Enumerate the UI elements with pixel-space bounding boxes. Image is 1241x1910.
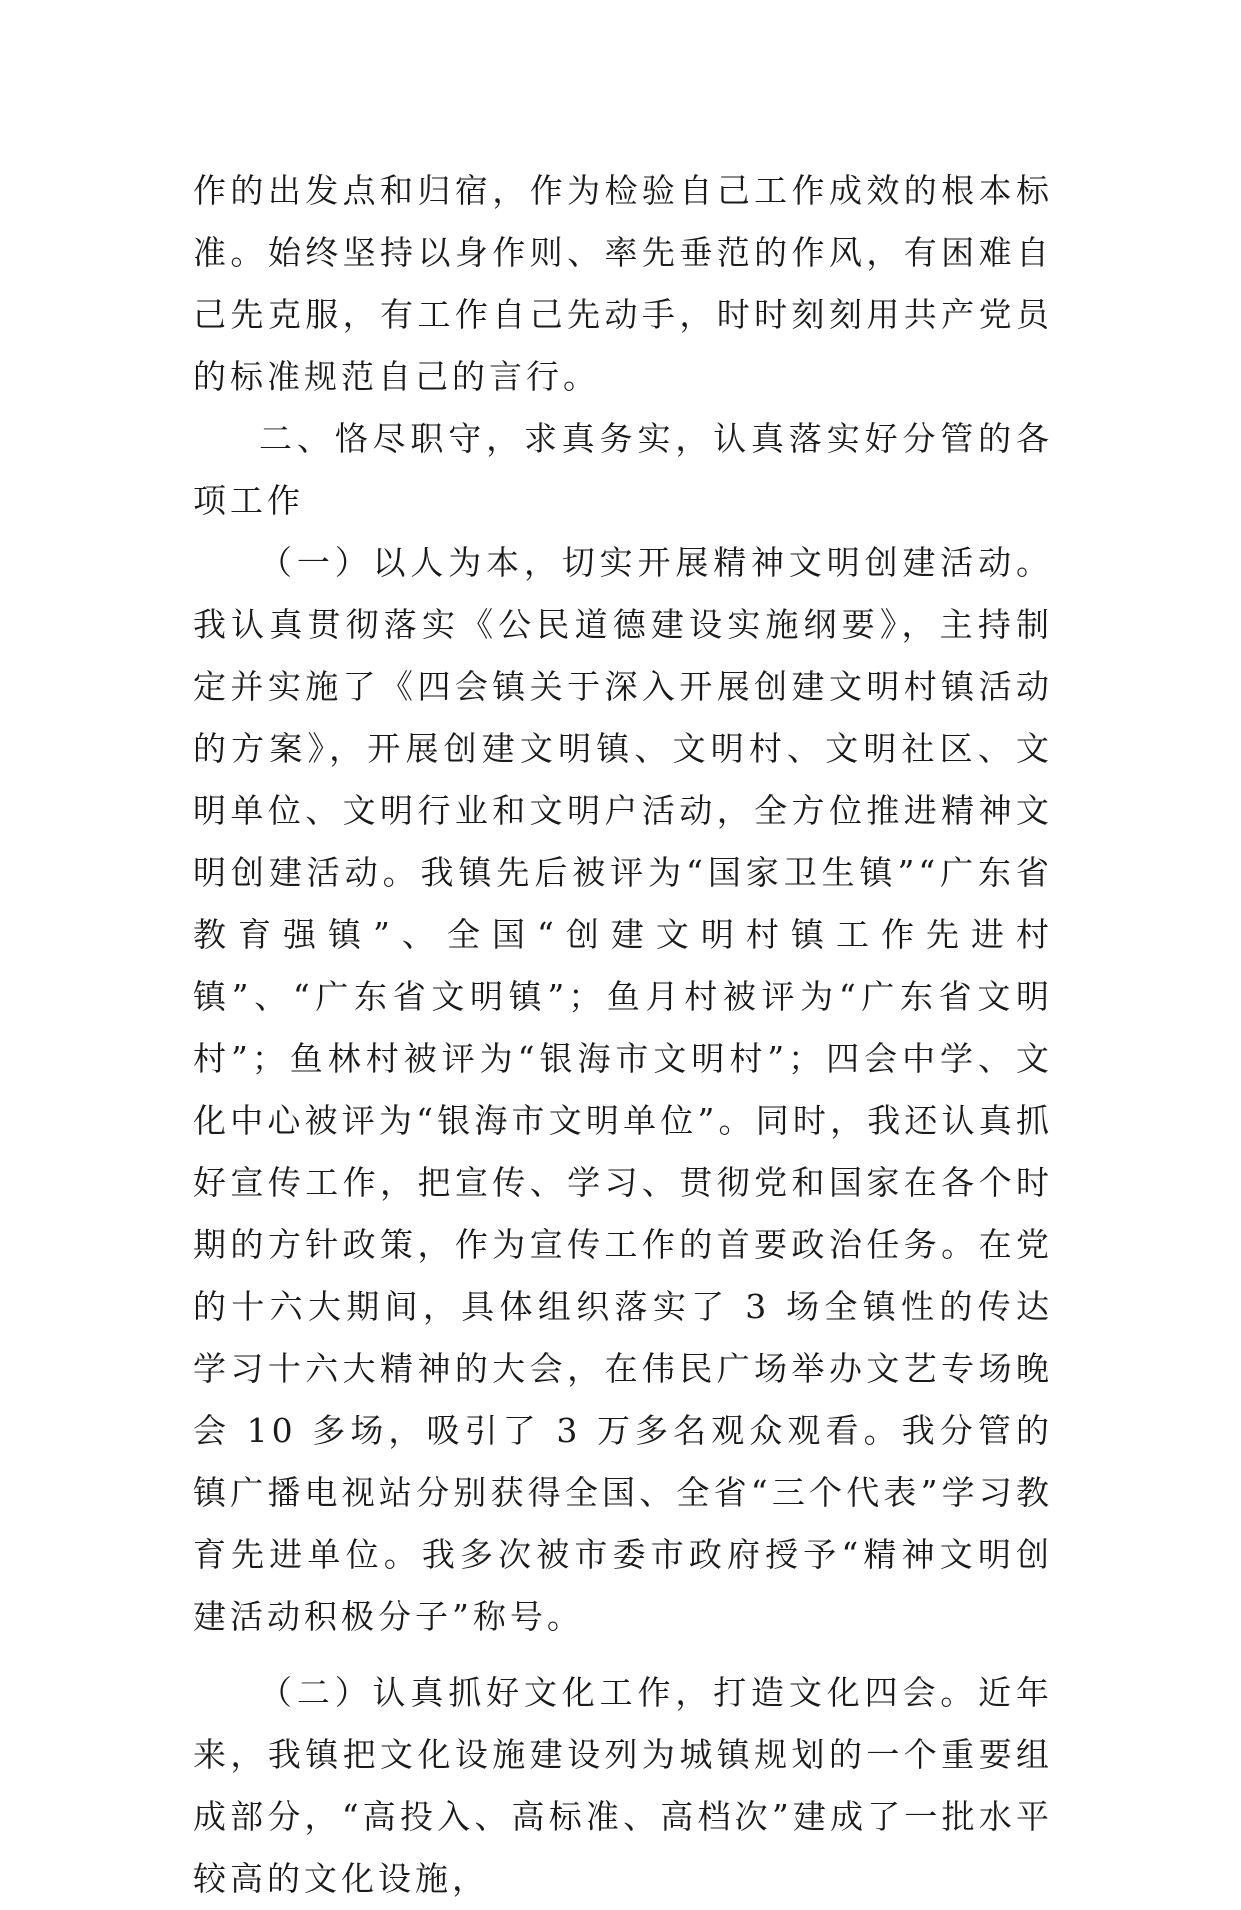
- paragraph-subsection-one: （一）以人为本，切实开展精神文明创建活动。我认真贯彻落实《公民道德建设实施纲要》，主持制定并实施了《四会镇关于深入开展创建文明村镇活动的方案》，开展创建文明镇、文明村、文明社区、文明单位、文明行业和文明户活动，全方位推进精神文明创建活动。我镇先后被评为“国家卫生镇”“广东省教育强镇”、全国“创建文明村镇工作先进村镇”、“广东省文明镇”；鱼月村被评为“广东省文明村”；鱼林村被评为“银海市文明村”；四会中学、文化中心被评为“银海市文明单位”。同时，我还认真抓好宣传工作，把宣传、学习、贯彻党和国家在各个时期的方针政策，作为宣传工作的首要政治任务。在党的十六大期间，具体组织落实了 3 场全镇性的传达学习十六大精神的大会，在伟民广场举办文艺专场晚会 10 多场，吸引了 3 万多名观众观看。我分管的镇广播电视站分别获得全国、全省“三个代表”学习教育先进单位。我多次被市委市政府授予“精神文明创建活动积极分子”称号。: [193, 543, 1053, 1636]
- document-body: [193, 160, 1053, 1910]
- paragraph-subsection-two: （二）认真抓好文化工作，打造文化四会。近年来，我镇把文化设施建设列为城镇规划的一个重要组成部分，“高投入、高标准、高档次”建成了一批水平较高的文化设施，: [193, 1673, 1053, 1898]
- section-heading-two: 二、恪尽职守，求真务实，认真落实好分管的各项工作: [193, 419, 1053, 520]
- paragraph-intro-continuation: 作的出发点和归宿，作为检验自己工作成效的根本标准。始终坚持以身作则、率先垂范的作风，有困难自己先克服，有工作自己先动手，时时刻刻用共产党员的标准规范自己的言行。: [193, 171, 1053, 396]
